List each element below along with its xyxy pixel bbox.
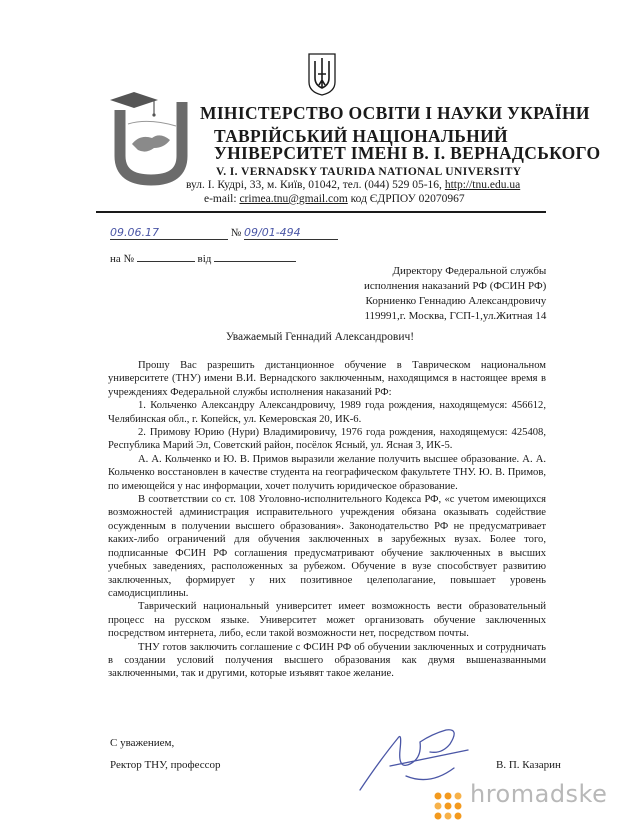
body-paragraph: 2. Примову Юрию (Нури) Владимировичу, 1976 года рождения, находящемуся: 425408, Республика Марий Эл, Советский район, посёлок Ясный, ул. Ясная 3, ИК-5. [108, 427, 546, 452]
email-link[interactable]: crimea.tnu@gmail.com [239, 193, 348, 205]
number-field [244, 226, 338, 240]
from-label: від [197, 253, 212, 265]
letter-body [108, 359, 546, 681]
address-text: вул. І. Кудрі, 33, м. Київ, 01042, тел. (044) 529 05-16, [186, 179, 442, 191]
addressee-line: Директору Федеральной службы [392, 265, 547, 277]
on-number-blank [137, 251, 195, 262]
addressee-line: Корниенко Геннадию Александровичу [365, 295, 547, 307]
university-logo [108, 88, 194, 188]
body-paragraph: Прошу Вас разрешить дистанционное обучение в Таврическом национальном университете (ТНУ) имени В.И. Вернадского заключенным, находящимся в настоящее время в учреждениях Федеральной службы исполнения наказаний РФ: [108, 360, 546, 398]
website-link[interactable]: http://tnu.edu.ua [444, 179, 521, 191]
number-value: 09/01-494 [244, 226, 301, 239]
addressee-line: исполнения наказаний РФ (ФСИН РФ) [364, 280, 547, 292]
date-field [110, 226, 228, 240]
watermark-text: hromadske [470, 780, 608, 808]
body-paragraph: Таврический национальный университет имеет возможность вести образовательный процесс на русском языке. Университет может организовать обучение заключенных посредством интернета, либо, если такой возможности нет, посредством почты. [108, 601, 546, 640]
outgoing-registration [110, 226, 338, 240]
university-contacts [204, 193, 465, 205]
body-paragraph: В соответствии со ст. 108 Уголовно-исполнительного Кодекса РФ, «с учетом имеющихся возможностей администрация исправительного учреждения обязана оказывать содействие осужденным в получении высшего образования». Законодательство РФ не предусматривает каких-либо ограничений для обучения заключенных в зарубежных вузах. Более того, подписанные ФСИН РФ соглашения предусматривают обучение заключенных в высших учебных заведениях, расположенных за рубежом. Обучение в вузе способствует развитию заключенных, формирует у них позитивное целеполагание, повышает уровень самодисциплины. [108, 494, 546, 599]
signatory-title: Ректор ТНУ, профессор [110, 759, 221, 771]
header-divider [96, 211, 546, 213]
body-paragraph: 1. Кольченко Александру Александровичу, 1989 года рождения, находящемуся: 456612, Челябинская обл., г. Копейск, ул. Кемеровская 20, ИК-6. [108, 400, 546, 425]
incoming-reference [110, 251, 296, 265]
coat-of-arms-icon [306, 52, 338, 96]
email-label: e-mail: [204, 193, 237, 205]
addressee-line: 119991,г. Москва, ГСП-1,ул.Житная 14 [364, 310, 547, 322]
signatory-name: В. П. Казарин [496, 759, 561, 771]
university-name-en: V. I. VERNADSKY TAURIDA NATIONAL UNIVERSITY [216, 166, 522, 178]
university-name-line2: УНІВЕРСИТЕТ ІМЕНІ В. І. ВЕРНАДСЬКОГО [214, 143, 601, 163]
closing: С уважением, [110, 737, 175, 749]
from-blank [214, 251, 296, 262]
ministry-name: МІНІСТЕРСТВО ОСВІТИ І НАУКИ УКРАЇНИ [200, 103, 590, 123]
date-value: 09.06.17 [110, 226, 159, 239]
number-label: № [230, 227, 242, 239]
greeting: Уважаемый Геннадий Александрович! [225, 331, 415, 343]
body-paragraph: ТНУ готов заключить соглашение с ФСИН РФ об обучении заключенных и сотрудничать в создании условий получения высшего образования как двумя вышеназванными заключенными, так и другими, которые изъявят такое желание. [108, 641, 546, 680]
edrpou-code: код ЄДРПОУ 02070967 [350, 193, 465, 205]
university-name-line1: ТАВРІЙСЬКИЙ НАЦІОНАЛЬНИЙ [214, 126, 508, 146]
on-number-label: на № [110, 253, 135, 265]
university-address [186, 179, 520, 191]
body-paragraph: А. А. Кольченко и Ю. В. Примов выразили желание получить высшее образование. А. А. Кольченко восстановлен в качестве студента на географическом факультете ТНУ. Ю. В. Примов, по имеющейся у нас информации, хочет получить юридическое образование. [108, 453, 546, 492]
addressee-block [364, 264, 546, 324]
